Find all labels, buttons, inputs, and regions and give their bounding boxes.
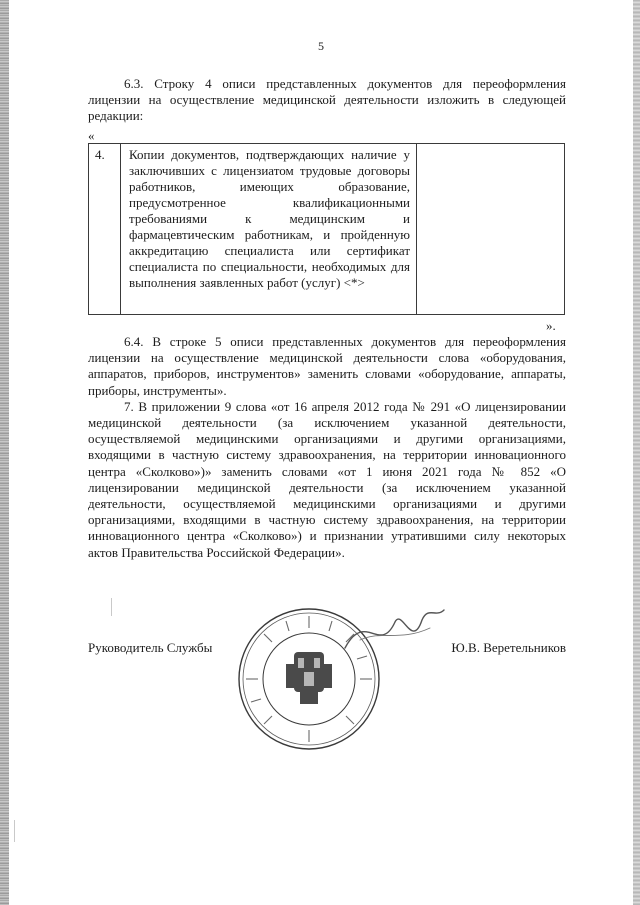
paragraph-7: 7. В приложении 9 слова «от 16 апреля 2012 года № 291 «О лицензировании медицинской деятельности (за исключением указанной деятельности, осуществляемой медицинскими организациями и другими организациями, входящими в частную систему здравоохранения, на территории инновационного центра «Сколково»)» заменить словами «от 1 июня 2021 года № 852 «О лицензировании медицинской деятельности (за исключением указанной деятельности, осуществляемой медицинскими организациями и другими организациями, входящими в частную систему здравоохранения, на территории инновационного центра «Сколково») и признании утратившими силу некоторых актов Правительства Российской Федерации». xyxy=(88,398,566,560)
scan-artifact xyxy=(111,598,112,616)
paragraphs-6-4-7-block xyxy=(88,334,566,561)
table-row-empty-cell xyxy=(417,144,564,314)
scan-artifact xyxy=(14,820,15,842)
signatory-title: Руководитель Службы xyxy=(88,640,213,655)
paragraph-6-3: 6.3. Строку 4 описи представленных документов для переоформления лицензии на осуществление медицинской деятельности изложить в следующей редакции: xyxy=(88,76,566,124)
signatory-name: Ю.В. Веретельников xyxy=(451,640,566,655)
page-number: 5 xyxy=(318,39,324,53)
scan-edge-left xyxy=(0,0,9,905)
quote-open: « xyxy=(88,128,95,143)
table-row-description: Копии документов, подтверждающих наличие у заключивших с лицензиатом трудовые договоры работников, имеющих образование, предусмотренное квалификационными требованиями к медицинским и фармацевтическим работникам, и пройденную аккредитацию специалиста или сертификат специалиста по специальности, необходимых для выполнения заявленных работ (услуг) <*> xyxy=(121,144,417,314)
handwritten-signature-icon xyxy=(340,600,450,660)
table-row-number: 4. xyxy=(89,144,121,314)
scan-edge-right xyxy=(633,0,640,905)
documents-table xyxy=(88,143,565,315)
paragraph-6-3-block xyxy=(88,76,566,125)
quote-close: ». xyxy=(546,318,556,333)
paragraph-6-4: 6.4. В строке 5 описи представленных документов для переоформления лицензии на осуществление медицинской деятельности слова «оборудования, аппаратов, приборов, инструментов» заменить словами «оборудование, аппараты, приборы, инструменты». xyxy=(88,334,566,398)
